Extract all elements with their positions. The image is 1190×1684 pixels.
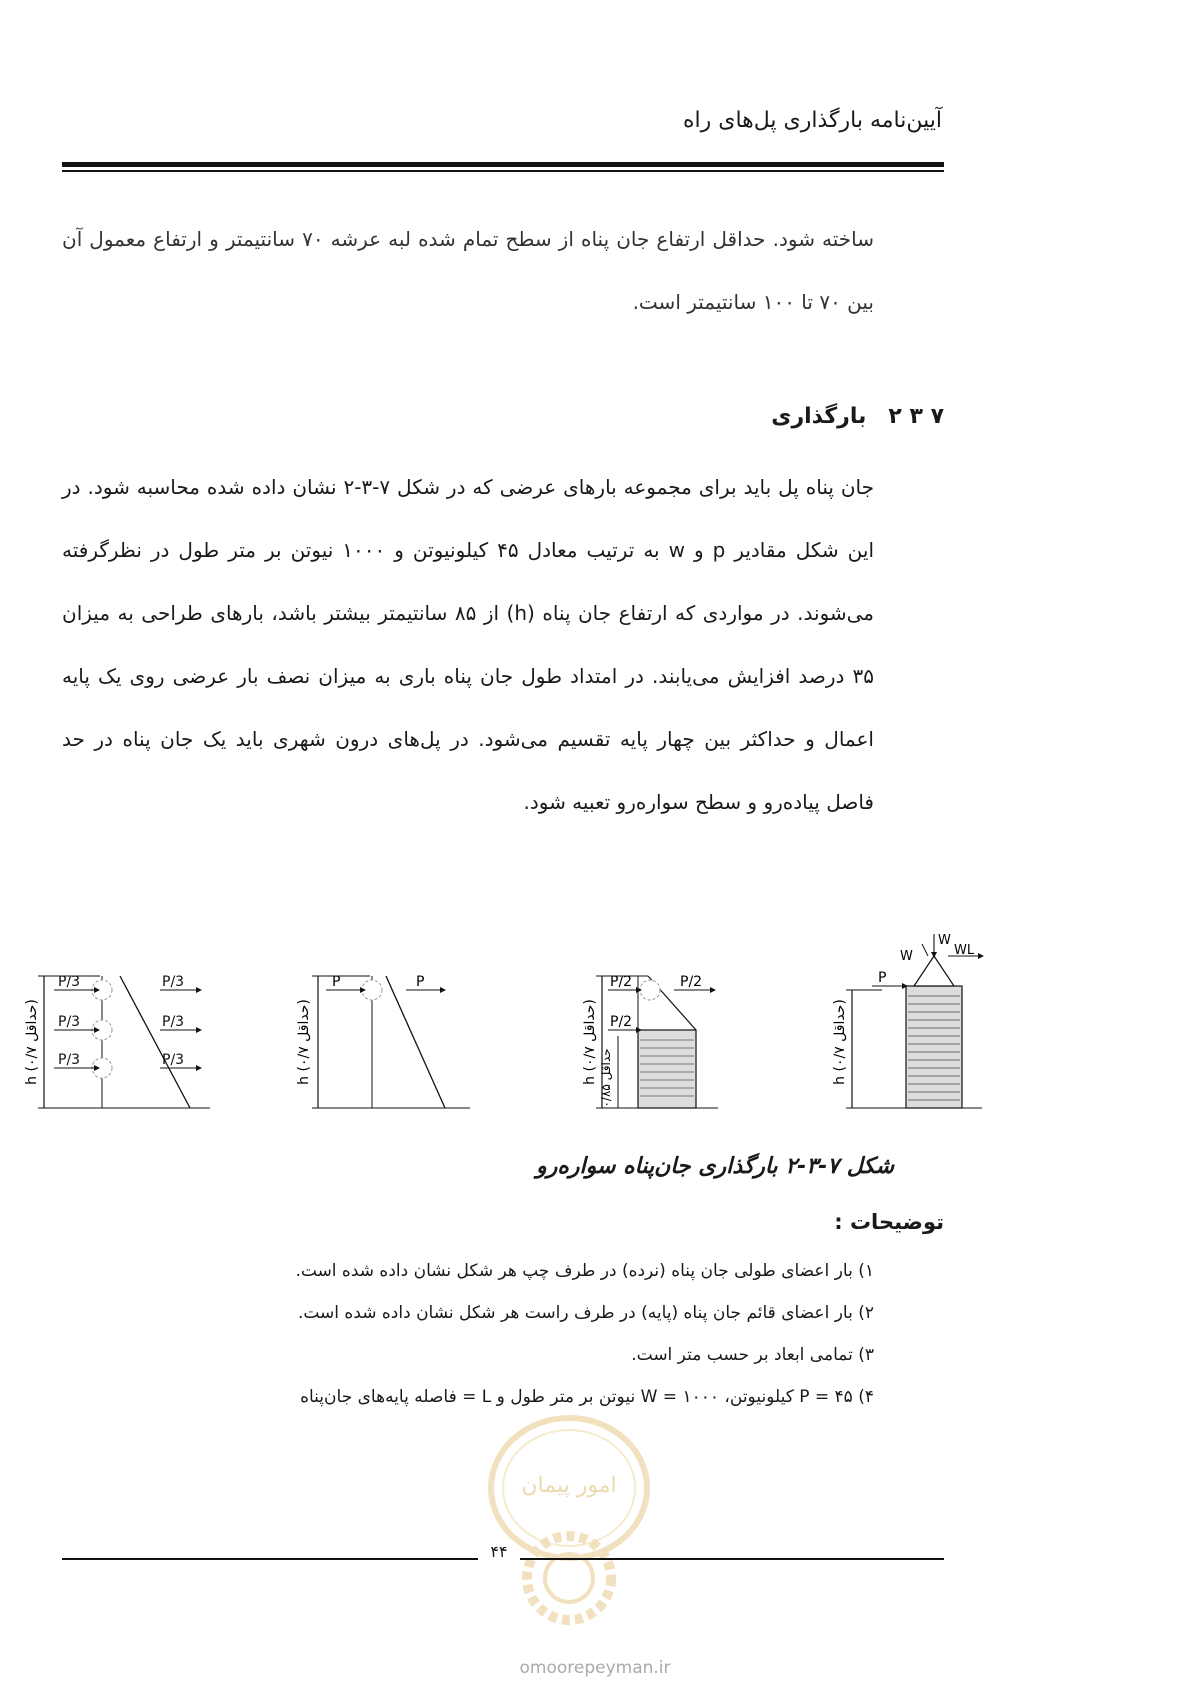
load-label-w: W [938, 933, 951, 948]
load-label-wl: WL [954, 943, 975, 958]
load-label: P [332, 974, 341, 990]
section-title: بارگذاری [771, 404, 867, 429]
diagram-curb-rails [578, 930, 768, 1140]
load-label: P/2 [680, 974, 703, 990]
load-label: P/3 [162, 1014, 185, 1030]
dim-label-085: حداقل ۰/۸۵ [599, 1048, 613, 1108]
paragraph-intro: ساخته شود. حداقل ارتفاع جان پناه از سطح تمام شده لبه عرشه ۷۰ سانتیمتر و ارتفاع معمول آن بین ۷۰ تا ۱۰۰ سانتیمتر است. [62, 227, 874, 314]
note-item: ۳) تمامی ابعاد بر حسب متر است. [631, 1345, 874, 1365]
load-label: P/2 [610, 974, 633, 990]
load-label: P/3 [58, 974, 81, 990]
section-heading [771, 404, 944, 429]
note-item: ۲) بار اعضای قائم جان پناه (پایه) در طرف راست هر شکل نشان داده شده است. [297, 1303, 874, 1323]
footer-rule-left [62, 1558, 478, 1560]
notes-title: توضیحات : [834, 1210, 944, 1234]
running-header: آیین‌نامه بارگذاری پل‌های راه [682, 108, 942, 133]
diagram-solid-parapet [822, 930, 1002, 1140]
load-label-w: W [900, 949, 913, 964]
load-label: P/2 [610, 1014, 633, 1030]
note-item: ۱) بار اعضای طولی جان پناه (نرده) در طرف چپ هر شکل نشان داده شده است. [295, 1261, 874, 1281]
page-number: ۴۴ [490, 1542, 508, 1561]
paragraph-loading: جان پناه پل باید برای مجموعه بارهای عرضی که در شکل ۷-۳-۲ نشان داده شده محاسبه شود. در این شکل مقادیر p و w به ترتیب معادل ۴۵ کیلونیوتن و ۱۰۰۰ نیوتن بر متر طول در نظرگرفته می‌شوند. در مواردی که ارتفاع جان پناه (h) از ۸۵ سانتیمتر بیشتر باشد، بارهای طراحی به میزان ۳۵ درصد افزایش می‌یابند. در امتداد طول جان پناه باری به میزان نصف بار عرضی روی یک پایه اعمال و حداکثر بین چهار پایه تقسیم می‌شود. در پل‌های درون شهری باید یک جان پناه در حد فاصل پیاده‌رو و سطح سواره‌رو تعبیه شود. [62, 475, 875, 814]
dim-label-h: h (حداقل ۰/۷) [582, 999, 598, 1085]
footer-rule-right [520, 1558, 944, 1560]
load-label: P/3 [162, 974, 185, 990]
watermark-site: omoorepeyman.ir [519, 1658, 671, 1678]
load-label: P [416, 974, 425, 990]
load-label: P [878, 970, 887, 986]
figure-caption: شکل ۷-۳-۲ بارگذاری جان‌پناه سواره‌رو [536, 1154, 894, 1179]
header-rule-thin [62, 170, 944, 172]
load-label: P/3 [162, 1052, 185, 1068]
dim-label-h: h (حداقل ۰/۷) [24, 999, 40, 1085]
header-rule-thick [62, 162, 944, 167]
load-label: P/3 [58, 1014, 81, 1030]
diagram-single-rail [290, 930, 490, 1140]
watermark-seal [484, 1408, 654, 1638]
section-number: ۷ ۳ ۲ [888, 404, 944, 429]
note-item: ۴) P = ۴۵ کیلونیوتن، W = ۱۰۰۰ نیوتن بر متر طول و L = فاصله پایه‌های جان‌پناه [300, 1387, 874, 1407]
parapet-loading-figure [0, 930, 1190, 1140]
load-label: P/3 [58, 1052, 81, 1068]
dim-label-h: h (حداقل ۰/۷) [296, 999, 312, 1085]
watermark-text: امور پیمان [521, 1473, 617, 1498]
diagram-three-rails [10, 930, 230, 1140]
dim-label-h: h (حداقل ۰/۷) [832, 999, 848, 1085]
notes-list [295, 1250, 874, 1418]
